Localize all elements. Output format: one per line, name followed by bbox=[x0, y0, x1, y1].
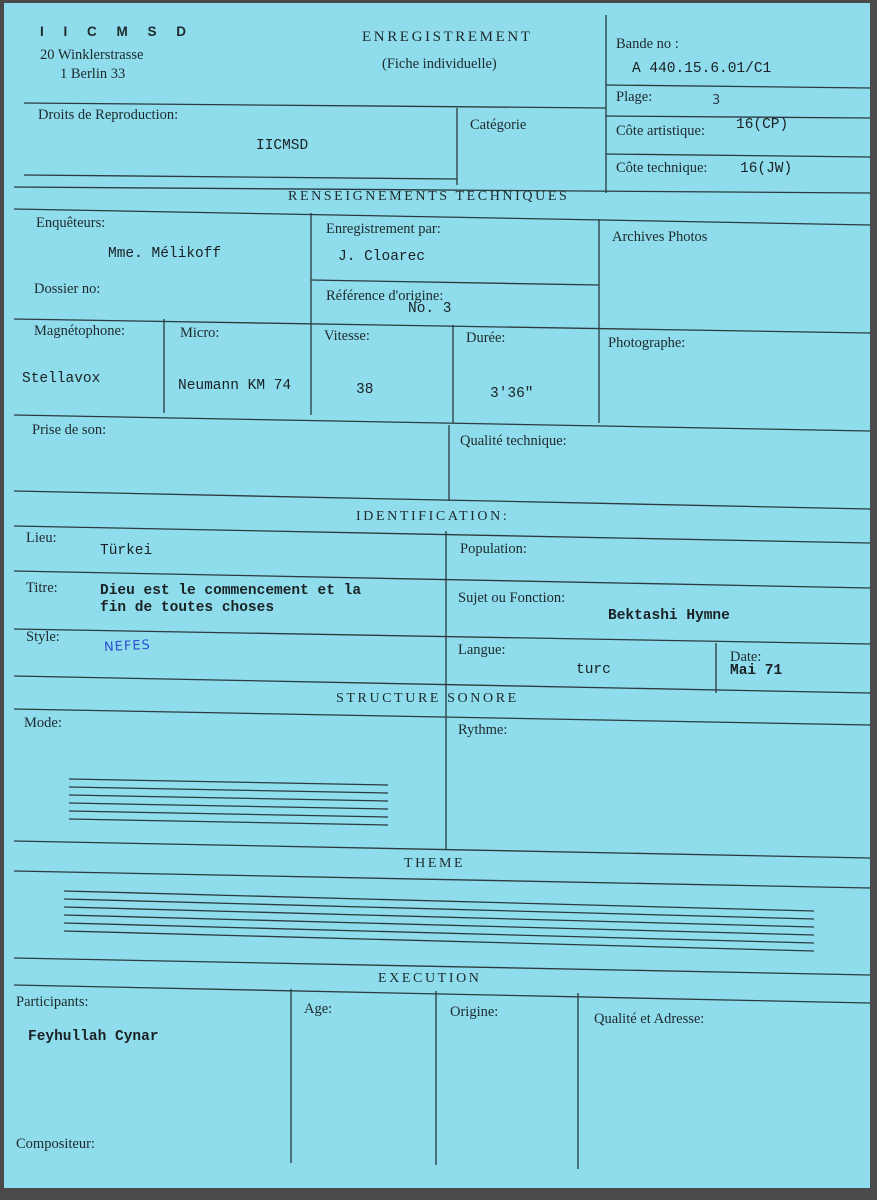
photographe-label: Photographe: bbox=[608, 335, 686, 351]
droits-value: IICMSD bbox=[256, 138, 309, 154]
cote-technique-value: 16(JW) bbox=[740, 161, 793, 177]
origine-label: Origine: bbox=[450, 1004, 499, 1020]
duree-value: 3'36" bbox=[490, 386, 534, 402]
lieu-value: Türkei bbox=[100, 543, 153, 559]
date-value: Mai 71 bbox=[730, 663, 783, 679]
plage-label: Plage: bbox=[616, 89, 653, 105]
qualite-adresse-label: Qualité et Adresse: bbox=[594, 1011, 705, 1027]
date-label: Date: bbox=[730, 649, 762, 665]
archives-photos-label: Archives Photos bbox=[612, 229, 708, 245]
duree-label: Durée: bbox=[466, 330, 506, 346]
mode-label: Mode: bbox=[24, 715, 62, 731]
magnetophone-value: Stellavox bbox=[22, 371, 101, 387]
bande-label: Bande no : bbox=[616, 36, 679, 52]
sujet-label: Sujet ou Fonction: bbox=[458, 590, 566, 606]
section-identification: IDENTIFICATION: bbox=[356, 509, 510, 524]
org-address-city: 1 Berlin 33 bbox=[60, 66, 126, 82]
enregistrement-par-label: Enregistrement par: bbox=[326, 221, 441, 237]
rythme-label: Rythme: bbox=[458, 722, 508, 738]
form-title: ENREGISTREMENT bbox=[362, 29, 533, 45]
sujet-value: Bektashi Hymne bbox=[608, 608, 730, 624]
micro-label: Micro: bbox=[180, 325, 220, 341]
style-label: Style: bbox=[26, 629, 60, 645]
titre-value-line1: Dieu est le commencement et la bbox=[100, 583, 362, 599]
compositeur-label: Compositeur: bbox=[16, 1136, 95, 1152]
bande-value: A 440.15.6.01/C1 bbox=[632, 61, 772, 77]
micro-value: Neumann KM 74 bbox=[178, 378, 292, 394]
langue-label: Langue: bbox=[458, 642, 506, 658]
style-value: NEFES bbox=[103, 637, 152, 656]
titre-value-line2: fin de toutes choses bbox=[100, 600, 275, 616]
plage-value: 3 bbox=[712, 93, 721, 108]
enqueteurs-value: Mme. Mélikoff bbox=[108, 246, 222, 262]
section-technique: RENSEIGNEMENTS TECHNIQUES bbox=[288, 189, 570, 204]
langue-value: turc bbox=[576, 662, 611, 678]
cote-technique-label: Côte technique: bbox=[616, 160, 708, 176]
org-logo: I I C M S D bbox=[40, 24, 195, 39]
participants-label: Participants: bbox=[16, 994, 89, 1010]
reference-label: Référence d'origine: bbox=[326, 288, 444, 304]
cote-artistique-label: Côte artistique: bbox=[616, 123, 705, 139]
vitesse-value: 38 bbox=[356, 382, 374, 398]
dossier-label: Dossier no: bbox=[34, 281, 101, 297]
participants-value: Feyhullah Cynar bbox=[28, 1029, 159, 1045]
magnetophone-label: Magnétophone: bbox=[34, 323, 126, 339]
categorie-label: Catégorie bbox=[470, 117, 527, 133]
org-address-street: 20 Winklerstrasse bbox=[40, 47, 144, 63]
droits-label: Droits de Reproduction: bbox=[38, 107, 179, 123]
record-card bbox=[4, 3, 870, 1188]
section-structure: STRUCTURE SONORE bbox=[336, 691, 519, 706]
form-subtitle: (Fiche individuelle) bbox=[382, 56, 497, 72]
section-execution: EXECUTION bbox=[378, 971, 482, 986]
lieu-label: Lieu: bbox=[26, 530, 57, 546]
reference-value: No. 3 bbox=[408, 301, 452, 317]
qualite-technique-label: Qualité technique: bbox=[460, 433, 567, 449]
cote-artistique-value: 16(CP) bbox=[736, 117, 789, 133]
population-label: Population: bbox=[460, 541, 527, 557]
section-theme: THEME bbox=[404, 856, 466, 871]
age-label: Age: bbox=[304, 1001, 333, 1017]
vitesse-label: Vitesse: bbox=[324, 328, 370, 344]
enregistrement-par-value: J. Cloarec bbox=[338, 249, 426, 265]
prise-de-son-label: Prise de son: bbox=[32, 422, 107, 438]
titre-label: Titre: bbox=[26, 580, 58, 596]
enqueteurs-label: Enquêteurs: bbox=[36, 215, 106, 231]
